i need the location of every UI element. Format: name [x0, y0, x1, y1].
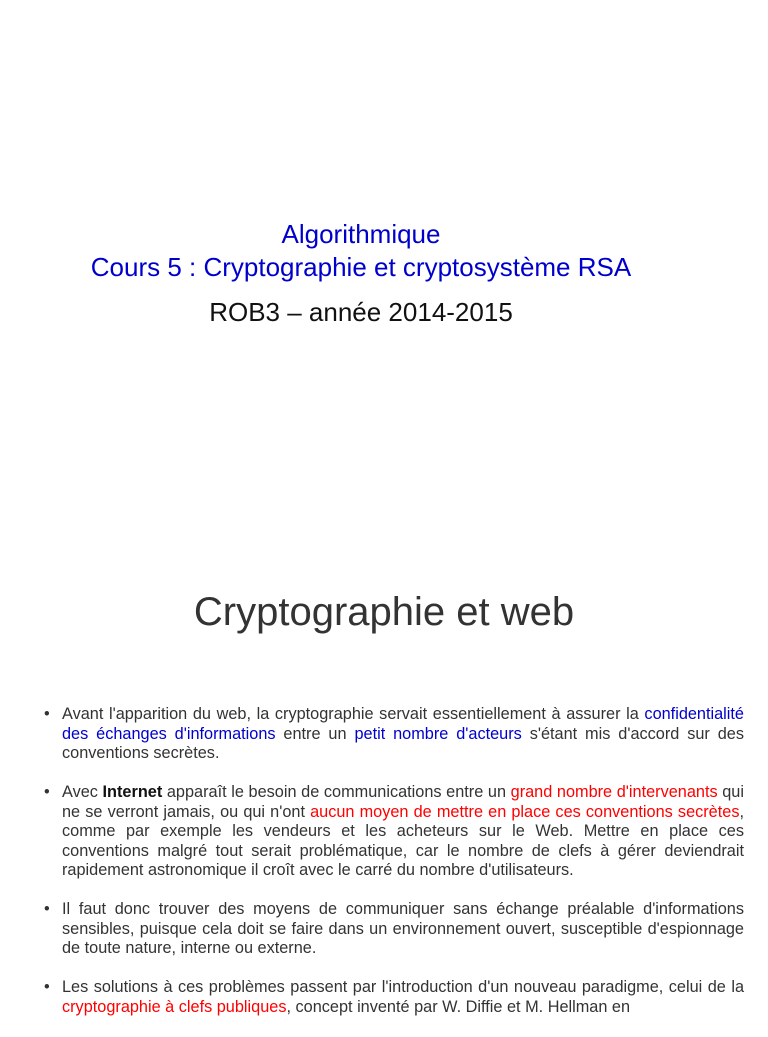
bullet-highlight-blue: petit nombre d'acteurs: [354, 724, 522, 743]
bullet-item: [44, 705, 744, 764]
bullet-item: [44, 978, 744, 1017]
bullet-highlight-red: cryptographie à clefs publiques: [62, 997, 287, 1016]
bullet-text: Avec: [62, 783, 103, 801]
course-subtitle: ROB3 – année 2014-2015: [209, 297, 513, 327]
bullet-dot: •: [44, 705, 50, 723]
bullet-text: , concept inventé par W. Diffie et M. Hellman en: [286, 997, 631, 1016]
course-title: Algorithmique: [281, 219, 441, 249]
bullet-text: apparaît le besoin de communications entre un: [162, 783, 511, 801]
bullet-dot: •: [44, 978, 50, 996]
bullet-text: Avant l'apparition du web, la cryptographie servait essentiellement à assurer la: [62, 705, 645, 723]
bullet-highlight-red: grand nombre d'intervenants: [510, 783, 718, 801]
course-lecture-title: Cours 5 : Cryptographie et cryptosystème RSA: [90, 252, 632, 282]
bullet-highlight-red: aucun moyen de mettre en place ces conventions secrètes: [310, 802, 740, 821]
bullet-text: qui ne se verront jamais, ou qui n'ont: [62, 783, 744, 821]
bullet-text: s'étant mis d'accord sur des conventions secrètes.: [62, 724, 744, 762]
bullet-dot: •: [44, 783, 50, 801]
bullet-text: entre un: [275, 724, 355, 743]
bullet-list: [44, 705, 744, 1037]
bullet-text: Il faut donc trouver des moyens de communiquer sans échange préalable d'informations sensibles, puisque cela doit se faire dans un environnement ouvert, susceptible d'espionnage de toute nature, interne ou externe.: [62, 900, 744, 957]
slide1-title: [0, 218, 722, 284]
bullet-highlight-bold: Internet: [102, 783, 163, 801]
bullet-item: [44, 900, 744, 959]
bullet-text: , comme par exemple les vendeurs et les acheteurs sur le Web. Mettre en place ces conventions malgré tout serait problématique, car le nombre de clefs à gérer deviendrait rapidement astronomique il croît avec le carré du nombre d'utilisateurs.: [62, 802, 744, 879]
slide2-title: Cryptographie et web: [193, 590, 575, 634]
bullet-dot: •: [44, 900, 50, 918]
bullet-item: [44, 783, 744, 881]
bullet-text: Les solutions à ces problèmes passent par l'introduction d'un nouveau paradigme, celui de la: [62, 978, 744, 996]
bullet-highlight-blue: confidentialité des échanges d'informations: [62, 705, 744, 743]
